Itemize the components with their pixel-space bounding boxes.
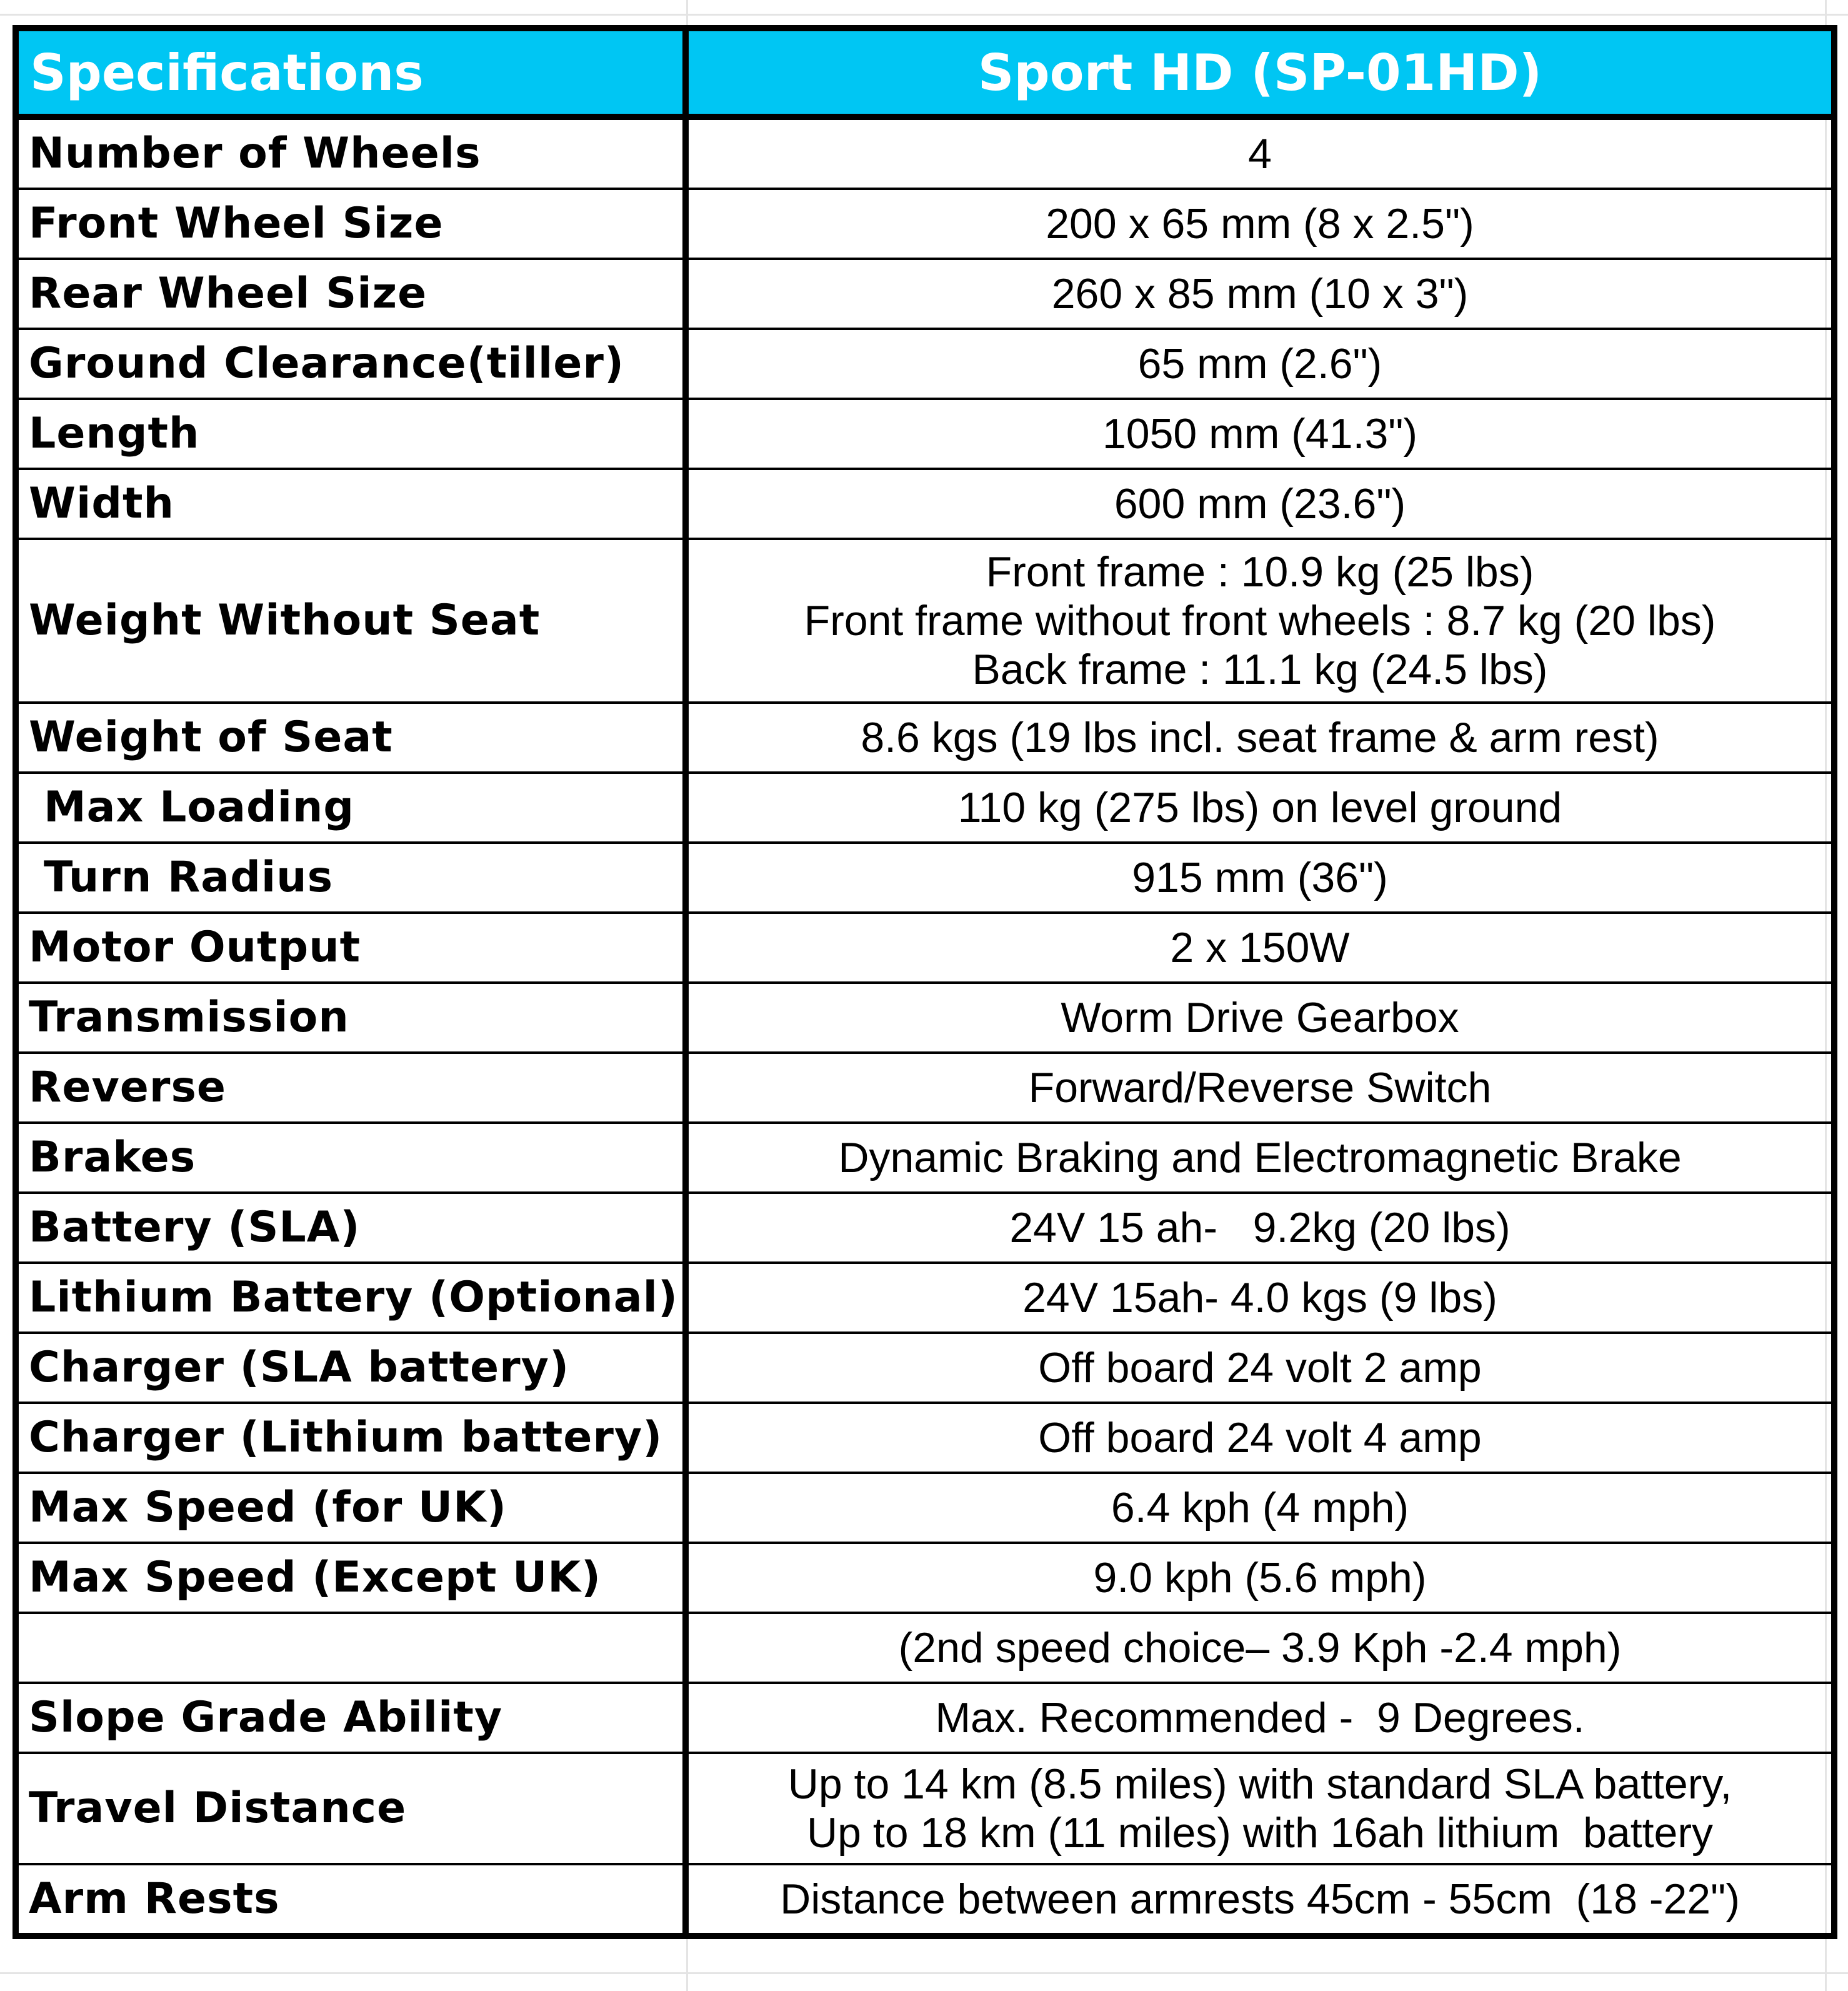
table-row	[16, 539, 1834, 703]
table-row	[16, 259, 1834, 329]
row-label: Brakes	[16, 1123, 686, 1193]
row-value: Forward/Reverse Switch	[686, 1053, 1834, 1123]
table-row	[16, 1543, 1834, 1613]
table-row	[16, 1473, 1834, 1543]
row-label: Length	[16, 399, 686, 469]
table-row	[16, 773, 1834, 843]
table-row	[16, 189, 1834, 259]
row-value: Off board 24 volt 2 amp	[686, 1333, 1834, 1403]
header-row	[16, 28, 1834, 117]
row-label: Reverse	[16, 1053, 686, 1123]
row-label: Battery (SLA)	[16, 1193, 686, 1263]
table-row	[16, 843, 1834, 913]
row-value: Worm Drive Gearbox	[686, 983, 1834, 1053]
row-label: Max Speed (for UK)	[16, 1473, 686, 1543]
row-value: 2 x 150W	[686, 913, 1834, 983]
row-label	[16, 1613, 686, 1683]
row-label: Travel Distance	[16, 1753, 686, 1864]
row-label: Arm Rests	[16, 1864, 686, 1936]
row-value: 200 x 65 mm (8 x 2.5")	[686, 189, 1834, 259]
row-label: Number of Wheels	[16, 117, 686, 189]
row-label: Charger (SLA battery)	[16, 1333, 686, 1403]
row-value: Dynamic Braking and Electromagnetic Brake	[686, 1123, 1834, 1193]
table-row	[16, 1053, 1834, 1123]
table-row	[16, 913, 1834, 983]
row-value: 24V 15ah- 4.0 kgs (9 lbs)	[686, 1263, 1834, 1333]
row-value: 24V 15 ah- 9.2kg (20 lbs)	[686, 1193, 1834, 1263]
table-row	[16, 1123, 1834, 1193]
table-row	[16, 983, 1834, 1053]
row-label: Lithium Battery (Optional)	[16, 1263, 686, 1333]
row-value: 600 mm (23.6")	[686, 469, 1834, 539]
row-value: Off board 24 volt 4 amp	[686, 1403, 1834, 1473]
row-label: Motor Output	[16, 913, 686, 983]
table-row	[16, 469, 1834, 539]
row-value	[686, 1753, 1834, 1864]
table-row	[16, 1613, 1834, 1683]
row-label: Front Wheel Size	[16, 189, 686, 259]
row-value	[686, 539, 1834, 703]
row-label: Width	[16, 469, 686, 539]
table-row	[16, 703, 1834, 773]
value-line: Back frame : 11.1 kg (24.5 lbs)	[972, 646, 1548, 694]
table-row	[16, 1753, 1834, 1864]
header-model: Sport HD (SP-01HD)	[686, 28, 1834, 117]
background-gridline	[0, 14, 1848, 16]
row-label: Max Loading	[16, 773, 686, 843]
row-value: 1050 mm (41.3")	[686, 399, 1834, 469]
row-label: Max Speed (Except UK)	[16, 1543, 686, 1613]
row-label: Turn Radius	[16, 843, 686, 913]
row-value: Distance between armrests 45cm - 55cm (18 -22")	[686, 1864, 1834, 1936]
table-row	[16, 399, 1834, 469]
table-row	[16, 1864, 1834, 1936]
table-row	[16, 329, 1834, 399]
table-row	[16, 1683, 1834, 1753]
row-label: Weight of Seat	[16, 703, 686, 773]
row-value: 4	[1248, 129, 1272, 178]
value-line: Up to 18 km (11 miles) with 16ah lithium battery	[807, 1809, 1713, 1857]
table-row	[16, 1193, 1834, 1263]
value-line: Front frame : 10.9 kg (25 lbs)	[986, 548, 1534, 596]
value-line: Up to 14 km (8.5 miles) with standard SLA battery,	[787, 1760, 1732, 1808]
row-value: 65 mm (2.6")	[686, 329, 1834, 399]
row-value: 260 x 85 mm (10 x 3")	[686, 259, 1834, 329]
row-label: Transmission	[16, 983, 686, 1053]
row-label: Charger (Lithium battery)	[16, 1403, 686, 1473]
row-label: Slope Grade Ability	[16, 1683, 686, 1753]
row-value: 915 mm (36")	[686, 843, 1834, 913]
specifications-table	[12, 25, 1837, 1939]
table-row	[16, 1403, 1834, 1473]
table-row	[16, 1333, 1834, 1403]
value-line: Front frame without front wheels : 8.7 kg (20 lbs)	[804, 596, 1716, 644]
row-value: 110 kg (275 lbs) on level ground	[686, 773, 1834, 843]
row-value: 6.4 kph (4 mph)	[686, 1473, 1834, 1543]
row-value: (2nd speed choice– 3.9 Kph -2.4 mph)	[686, 1613, 1834, 1683]
table-row	[16, 1263, 1834, 1333]
row-value: 9.0 kph (5.6 mph)	[686, 1543, 1834, 1613]
row-value: 8.6 kgs (19 lbs incl. seat frame & arm rest)	[686, 703, 1834, 773]
header-specifications: Specifications	[16, 28, 686, 117]
row-label: Rear Wheel Size	[16, 259, 686, 329]
background-gridline	[0, 1972, 1848, 1974]
table-row	[16, 117, 1834, 189]
row-label: Weight Without Seat	[16, 539, 686, 703]
row-value: Max. Recommended - 9 Degrees.	[686, 1683, 1834, 1753]
row-label: Ground Clearance(tiller)	[16, 329, 686, 399]
